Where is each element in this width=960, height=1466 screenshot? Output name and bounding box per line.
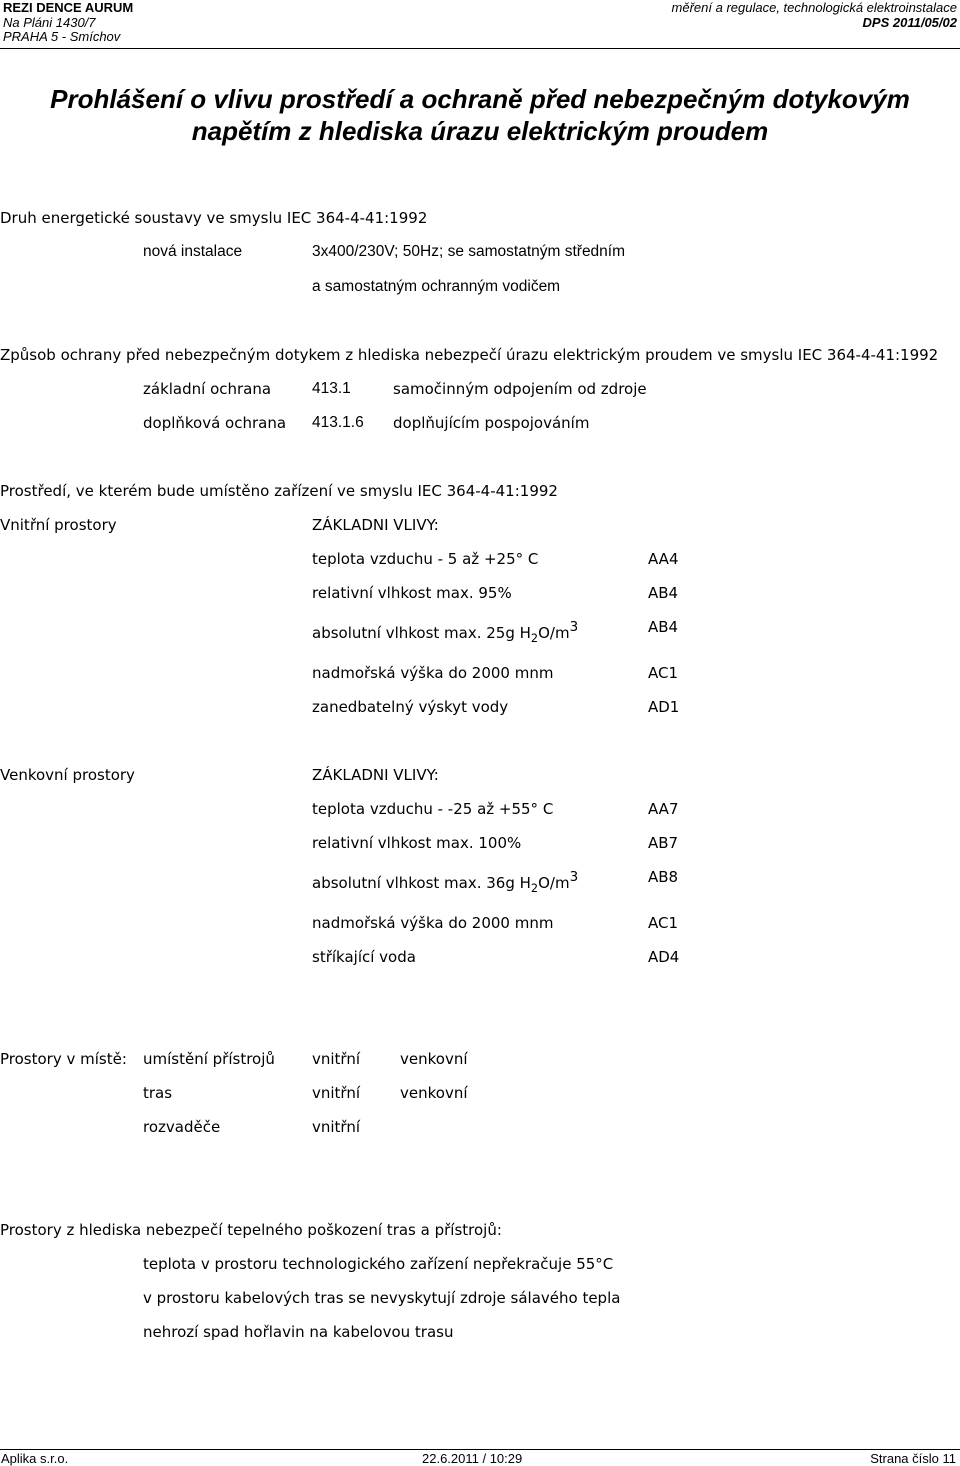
header-discipline: měření a regulace, technologická elektroinstalace (671, 0, 957, 15)
indoor-influence-text: absolutní vlhkost max. 25g $H_2O/m3$ (312, 619, 579, 645)
energy-value-line1: 3x400/230V; 50Hz; se samostatným středním (312, 243, 626, 260)
indoor-influence-text: teplota vzduchu - 5 až +25° C (312, 550, 539, 568)
outdoor-influence-code: AB7 (648, 834, 679, 852)
thermal-line: nehrozí spad hořlavin na kabelovou trasu (143, 1323, 454, 1341)
header-address: Na Pláni 1430/7 (3, 15, 96, 30)
places-value-a: vnitřní (312, 1118, 361, 1136)
thermal-heading: Prostory z hlediska nebezpečí tepelného poškození tras a přístrojů: (0, 1221, 502, 1239)
indoor-influence-text: nadmořská výška do 2000 mnm (312, 664, 554, 682)
energy-value-line2: a samostatným ochranným vodičem (312, 278, 561, 295)
outdoor-influence-text: absolutní vlhkost max. 36g $H_2O/m3$ (312, 869, 579, 895)
protection-row-code: 413.1 (312, 380, 351, 397)
indoor-influence-text: zanedbatelný výskyt vody (312, 698, 509, 716)
page-title-line1: Prohlášení o vlivu prostředí a ochraně před nebezpečným dotykovým (50, 84, 910, 114)
energy-label: nová instalace (143, 243, 243, 260)
outdoor-influence-text: relativní vlhkost max. 100% (312, 834, 522, 852)
header-doc-code: DPS 2011/05/02 (862, 15, 957, 30)
header-rule (0, 48, 960, 49)
environment-heading: Prostředí, ve kterém bude umístěno zařízení ve smyslu IEC 364-4-41:1992 (0, 482, 558, 500)
outdoor-sub-heading: ZÁKLADNI VLIVY: (312, 766, 439, 784)
footer-datetime: 22.6.2011 / 10:29 (422, 1451, 523, 1466)
outdoor-influence-code: AB8 (648, 868, 679, 886)
indoor-label: Vnitřní prostory (0, 516, 117, 534)
header-project-name: REZI DENCE AURUM (3, 0, 134, 15)
protection-row-label: základní ochrana (143, 380, 272, 398)
places-value-b: venkovní (400, 1084, 468, 1102)
places-value-a: vnitřní (312, 1050, 361, 1068)
places-item: tras (143, 1084, 173, 1102)
footer-rule (0, 1449, 960, 1450)
outdoor-influence-code: AA7 (648, 800, 679, 818)
places-item: umístění přístrojů (143, 1050, 275, 1068)
footer-page-number: Strana číslo 11 (870, 1451, 956, 1466)
outdoor-influence-code: AC1 (648, 914, 679, 932)
indoor-influence-code: AB4 (648, 618, 679, 636)
outdoor-label: Venkovní prostory (0, 766, 135, 784)
protection-heading: Způsob ochrany před nebezpečným dotykem z hlediska nebezpečí úrazu elektrickým proudem ve smyslu IEC 364-4-41:1992 (0, 346, 939, 364)
energy-heading: Druh energetické soustavy ve smyslu IEC 364-4-41:1992 (0, 209, 428, 227)
outdoor-influence-text: nadmořská výška do 2000 mnm (312, 914, 554, 932)
indoor-influence-text: relativní vlhkost max. 95% (312, 584, 512, 602)
indoor-influence-code: AC1 (648, 664, 679, 682)
places-label: Prostory v místě: (0, 1050, 127, 1068)
outdoor-influence-text: teplota vzduchu - -25 až +55° C (312, 800, 554, 818)
protection-row-desc: samočinným odpojením od zdroje (393, 380, 647, 398)
thermal-line: v prostoru kabelových tras se nevyskytují zdroje sálavého tepla (143, 1289, 621, 1307)
footer-company: Aplika s.r.o. (1, 1451, 69, 1466)
indoor-influence-code: AB4 (648, 584, 679, 602)
page-title-line2: napětím z hlediska úrazu elektrickým proudem (191, 116, 769, 146)
indoor-influence-code: AD1 (648, 698, 680, 716)
places-value-b: venkovní (400, 1050, 468, 1068)
protection-row-code: 413.1.6 (312, 414, 364, 431)
thermal-line: teplota v prostoru technologického zařízení nepřekračuje 55°C (143, 1255, 614, 1273)
places-item: rozvaděče (143, 1118, 221, 1136)
outdoor-influence-text: stříkající voda (312, 948, 416, 966)
indoor-sub-heading: ZÁKLADNI VLIVY: (312, 516, 439, 534)
protection-row-label: doplňková ochrana (143, 414, 287, 432)
places-value-a: vnitřní (312, 1084, 361, 1102)
outdoor-influence-code: AD4 (648, 948, 680, 966)
indoor-influence-code: AA4 (648, 550, 679, 568)
header-city: PRAHA 5 - Smíchov (3, 29, 121, 44)
protection-row-desc: doplňujícím pospojováním (393, 414, 590, 432)
